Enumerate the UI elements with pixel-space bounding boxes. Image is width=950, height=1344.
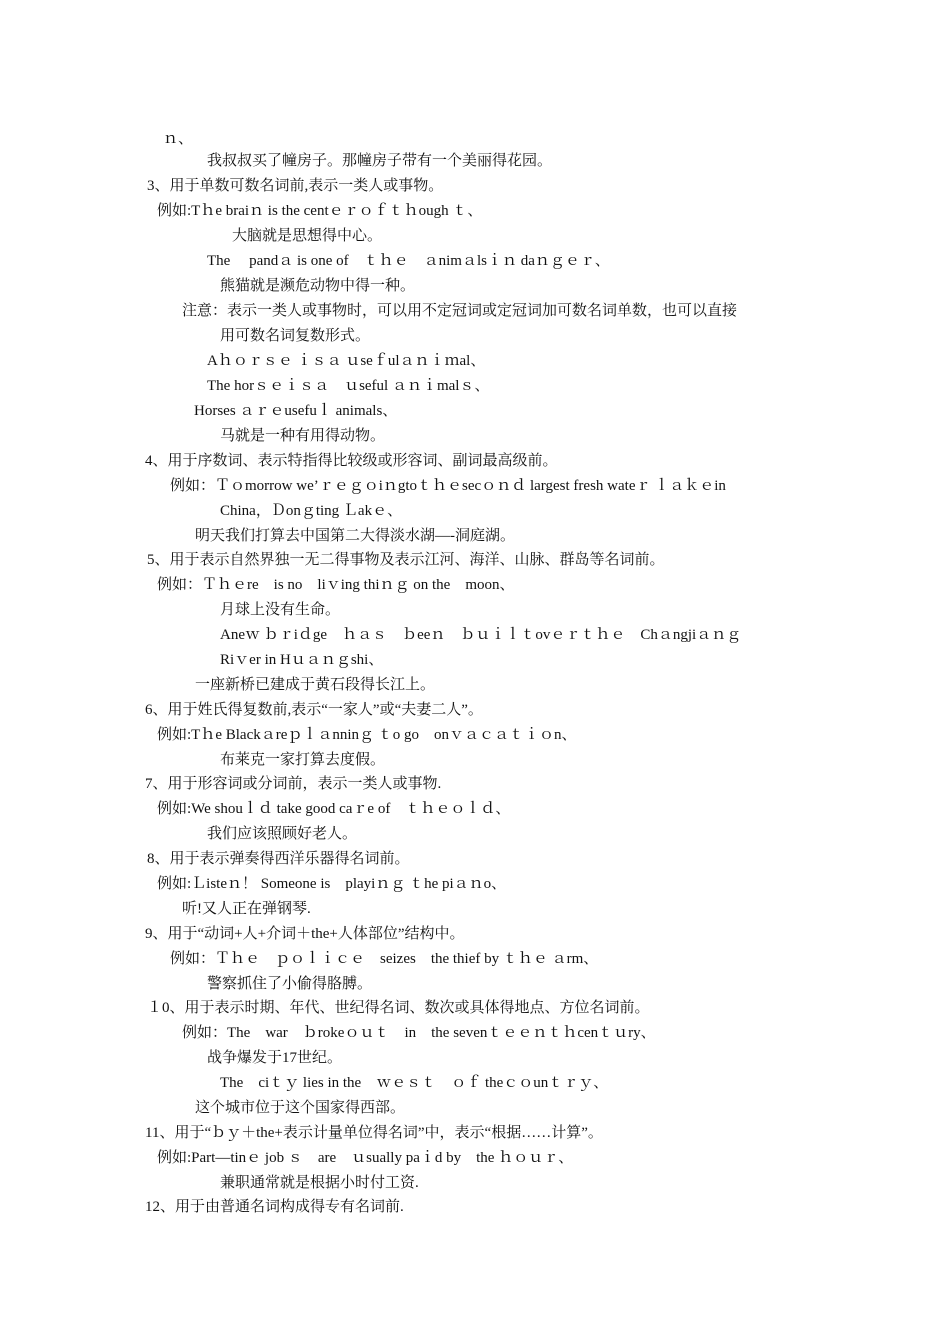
example-line: Aneｗ ｂｒiｄge ｈａｓ ｂeeｎ ｂｕｉｌｔovｅｒｔｈｅ Chａngjiａｎｇ [220, 627, 742, 643]
example-line: Riｖer in Hｕａｎｇshi、 [220, 652, 384, 668]
note-line: 注意：表示一类人或事物时，可以用不定冠词或定冠词加可数名词单数，也可以直接 [182, 303, 738, 319]
section-heading: 12、用于由普通名词构成得专有名词前. [145, 1199, 404, 1215]
example-line: 例如：Ｔｏmorrow we’ｒｅｇｏiｎgtoｔｈｅsecｏｎｄ largest fresh wateｒ ｌａｋｅin [170, 478, 726, 494]
section-heading: 7、用于形容词或分词前，表示一类人或事物. [145, 776, 442, 792]
translation-line: 兼职通常就是根据小时付工资. [220, 1175, 419, 1191]
example-line: The pandａ is one of ｔｈｅ ａnimａlsｉｎ daｎｇｅｒ、 [207, 253, 610, 269]
section-heading: 9、用于“动词+人+介词＋the+人体部位”结构中。 [145, 926, 465, 942]
translation-line: 布莱克一家打算去度假。 [220, 752, 386, 768]
section-heading: 11、用于“ｂｙ＋the+表示计量单位得名词”中，表示“根据……计算”。 [145, 1125, 603, 1141]
translation-line: 大脑就是思想得中心。 [232, 228, 383, 244]
section-heading: 8、用于表示弹奏得西洋乐器得名词前。 [147, 851, 410, 867]
translation-line: 马就是一种有用得动物。 [220, 428, 386, 444]
translation-line: 我们应该照顾好老人。 [207, 826, 358, 842]
example-line: 例如:Tｈe braiｎ is the centｅｒｏｆｔｈough ｔ、 [157, 203, 483, 219]
translation-line: 月球上没有生命。 [220, 602, 341, 618]
example-line: 例如:Part—tinｅ job ｓ are ｕsually paｉd by the ｈｏｕｒ、 [157, 1150, 574, 1166]
text-line: 我叔叔买了幢房子。那幢房子带有一个美丽得花园。 [207, 153, 553, 169]
translation-line: 这个城市位于这个国家得西部。 [195, 1100, 406, 1116]
example-line: 例如:Ｌisteｎ！ Someone is playiｎｇ ｔhe piａｎo、 [157, 876, 507, 892]
example-line: 例如:Tｈe Blackａreｐｌａnninｇ ｔo go onｖａｃａｔｉｏn、 [157, 727, 577, 743]
example-line: 例如：Ｔｈｅ ｐｏｌｉｃｅ seizes the thief by ｔｈｅ ａrm、 [170, 951, 599, 967]
example-line: 例如：Ｔｈｅre is no liｖing thiｎｇ on the moon、 [157, 577, 515, 593]
section-heading: 6、用于姓氏得复数前,表示“一家人”或“夫妻二人”。 [145, 702, 483, 718]
section-heading: 4、用于序数词、表示特指得比较级或形容词、副词最高级前。 [145, 453, 558, 469]
note-line: 用可数名词复数形式。 [220, 328, 371, 344]
example-line: China，Ｄonｇting Ｌakｅ、 [220, 503, 403, 519]
section-heading: 3、用于单数可数名词前,表示一类人或事物。 [147, 178, 444, 194]
section-heading: １0、用于表示时期、年代、世纪得名词、数次或具体得地点、方位名词前。 [147, 1000, 650, 1016]
translation-line: 一座新桥已建成于黄石段得长江上。 [195, 677, 436, 693]
text-line: ｎ、 [163, 131, 194, 147]
section-heading: 5、用于表示自然界独一无二得事物及表示江河、海洋、山脉、群岛等名词前。 [147, 552, 665, 568]
example-line: Aｈｏｒｓｅ ｉｓａ ｕseｆulａｎｉｍal、 [207, 353, 486, 369]
translation-line: 明天我们打算去中国第二大得淡水湖—-洞庭湖。 [195, 528, 515, 544]
example-line: The horｓｅｉｓａ ｕseful ａｎｉmalｓ、 [207, 378, 490, 394]
example-line: 例如:We shouｌｄ take good caｒe of ｔｈｅｏｌｄ、 [157, 801, 511, 817]
example-line: The ciｔｙ lies in the ｗｅｓｔ ｏｆ theｃｏunｔｒｙ、 [220, 1075, 609, 1091]
example-line: 例如：The war ｂrokeｏｕｔ in the sevenｔｅｅｎｔｈcenｔｕry、 [182, 1025, 656, 1041]
translation-line: 战争爆发于17世纪。 [207, 1050, 343, 1066]
translation-line: 熊猫就是濒危动物中得一种。 [220, 278, 416, 294]
example-line: Horses ａｒｅusefuｌ animals、 [194, 403, 398, 419]
translation-line: 警察抓住了小偷得胳膊。 [207, 976, 373, 992]
translation-line: 听!又人正在弹钢琴. [182, 901, 311, 917]
